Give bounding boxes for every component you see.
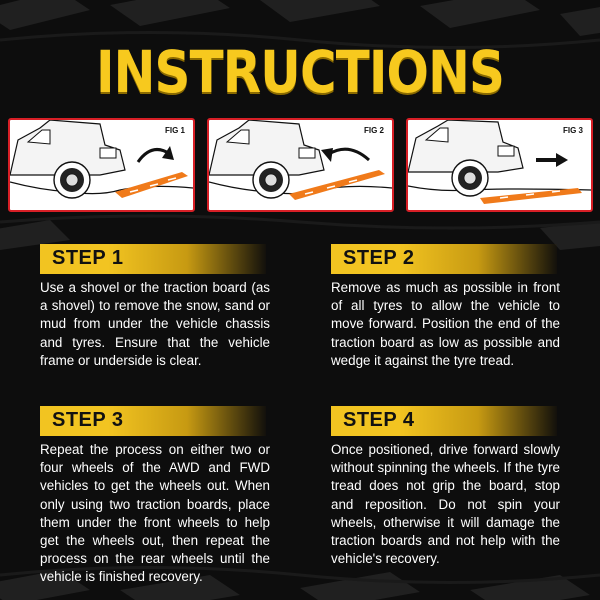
figure-label: FIG 1 (164, 126, 185, 135)
step-heading-text: STEP 2 (343, 247, 415, 269)
figure-2 (207, 118, 394, 212)
figure-strip (8, 118, 594, 214)
curved-arrow-icon (162, 146, 174, 160)
step-4-heading (331, 406, 557, 436)
step-heading-text: STEP 3 (52, 409, 124, 431)
figure-label: FIG 3 (562, 126, 583, 135)
step-1-text: Use a shovel or the traction board (as a shovel) to remove the snow, sand or mud from under the vehicle chassis and tyres. Ensure that the vehicle frame or underside is clear. (40, 280, 270, 368)
page-title: INSTRUCTIONS (95, 38, 505, 106)
step-2-heading (331, 244, 557, 274)
figure-3 (406, 118, 593, 212)
step-4-text: Once positioned, drive forward slowly without spinning the wheels. If the tyre tread does not grip the board, stop and reposition. Do not spin your wheels, otherwise it will damage the traction boards and not help with the vehicle's recovery. (331, 442, 560, 567)
step-heading-text: STEP 4 (343, 409, 415, 431)
right-arrow-icon (556, 153, 568, 167)
figure-1 (8, 118, 195, 212)
step-3-text: Repeat the process on either two or four wheels of the AWD and FWD vehicles to get the wheels out. When only using two traction boards, place them under the front wheels to help get the wheels out, then repeat the process on the rear wheels until the vehicle is finished recovery. (40, 442, 270, 585)
step-heading-text: STEP 1 (52, 247, 124, 269)
step-2-text: Remove as much as possible in front of all tyres to allow the vehicle to move forward. Position the end of the traction board as low as possible and wedge it against the tyre tread. (331, 280, 560, 368)
step-1-heading (40, 244, 266, 274)
step-3-heading (40, 406, 266, 436)
curved-arrow-icon (321, 148, 333, 162)
figure-label: FIG 2 (363, 126, 384, 135)
